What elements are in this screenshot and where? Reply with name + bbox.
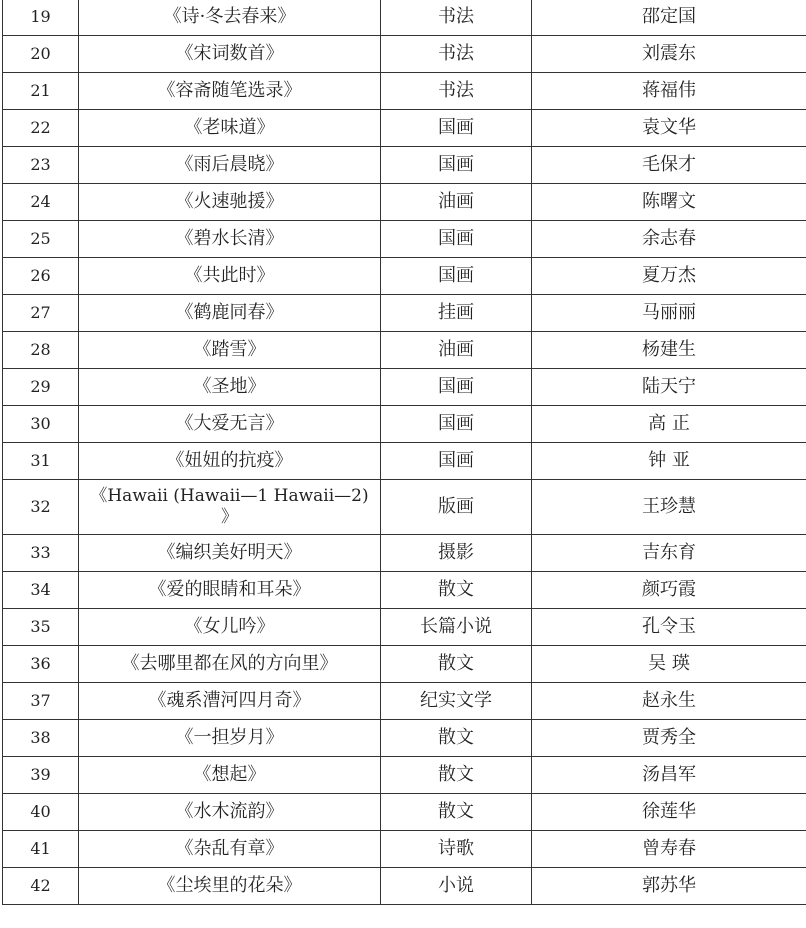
work-type: 国画 (381, 406, 532, 443)
work-type: 散文 (381, 757, 532, 794)
works-table-body (3, 0, 806, 905)
work-author: 贾秀全 (532, 720, 806, 757)
work-title: 《编织美好明天》 (79, 535, 381, 572)
work-type: 摄影 (381, 535, 532, 572)
work-title: 《容斋随笔选录》 (79, 73, 381, 110)
work-title: 《鹤鹿同春》 (79, 295, 381, 332)
table-row (3, 332, 806, 369)
row-number: 24 (3, 184, 79, 221)
table-row (3, 683, 806, 720)
table-row (3, 36, 806, 73)
work-title: 《水木流韵》 (79, 794, 381, 831)
table-row (3, 720, 806, 757)
work-type: 油画 (381, 332, 532, 369)
table-row (3, 572, 806, 609)
work-author: 汤昌军 (532, 757, 806, 794)
work-author: 高 正 (532, 406, 806, 443)
work-author: 曾寿春 (532, 831, 806, 868)
table-row (3, 0, 806, 36)
work-author: 徐莲华 (532, 794, 806, 831)
table-row (3, 258, 806, 295)
work-author: 杨建生 (532, 332, 806, 369)
row-number: 32 (3, 480, 79, 535)
work-type: 版画 (381, 480, 532, 535)
work-author: 袁文华 (532, 110, 806, 147)
work-title: 《去哪里都在风的方向里》 (79, 646, 381, 683)
work-title: 《火速驰援》 (79, 184, 381, 221)
table-row (3, 147, 806, 184)
table-row (3, 535, 806, 572)
work-author: 王珍慧 (532, 480, 806, 535)
work-title: 《尘埃里的花朵》 (79, 868, 381, 905)
work-author: 余志春 (532, 221, 806, 258)
work-type: 国画 (381, 443, 532, 480)
row-number: 36 (3, 646, 79, 683)
table-row (3, 831, 806, 868)
table-row (3, 868, 806, 905)
table-row (3, 406, 806, 443)
work-type: 国画 (381, 147, 532, 184)
work-type: 小说 (381, 868, 532, 905)
row-number: 39 (3, 757, 79, 794)
table-row (3, 369, 806, 406)
work-type: 油画 (381, 184, 532, 221)
row-number: 28 (3, 332, 79, 369)
work-title: 《女儿吟》 (79, 609, 381, 646)
work-type: 挂画 (381, 295, 532, 332)
work-type: 国画 (381, 369, 532, 406)
work-type: 国画 (381, 221, 532, 258)
work-author: 蒋福伟 (532, 73, 806, 110)
row-number: 33 (3, 535, 79, 572)
work-author: 赵永生 (532, 683, 806, 720)
work-author: 陈曙文 (532, 184, 806, 221)
work-type: 书法 (381, 0, 532, 36)
work-type: 散文 (381, 572, 532, 609)
work-title: 《老味道》 (79, 110, 381, 147)
table-row (3, 221, 806, 258)
row-number: 25 (3, 221, 79, 258)
row-number: 23 (3, 147, 79, 184)
table-row (3, 73, 806, 110)
table-row (3, 609, 806, 646)
work-author: 吉东育 (532, 535, 806, 572)
row-number: 38 (3, 720, 79, 757)
work-type: 纪实文学 (381, 683, 532, 720)
work-type: 书法 (381, 36, 532, 73)
work-author: 刘震东 (532, 36, 806, 73)
table-row (3, 794, 806, 831)
work-type: 散文 (381, 794, 532, 831)
row-number: 37 (3, 683, 79, 720)
work-type: 书法 (381, 73, 532, 110)
work-title: 《想起》 (79, 757, 381, 794)
work-type: 散文 (381, 646, 532, 683)
row-number: 42 (3, 868, 79, 905)
work-type: 诗歌 (381, 831, 532, 868)
work-title: 《宋词数首》 (79, 36, 381, 73)
table-row (3, 443, 806, 480)
work-title: 《爱的眼睛和耳朵》 (79, 572, 381, 609)
work-author: 孔令玉 (532, 609, 806, 646)
table-row (3, 646, 806, 683)
work-title: 《圣地》 (79, 369, 381, 406)
work-title: 《一担岁月》 (79, 720, 381, 757)
row-number: 19 (3, 0, 79, 36)
work-author: 陆天宁 (532, 369, 806, 406)
table-row (3, 110, 806, 147)
work-title: 《杂乱有章》 (79, 831, 381, 868)
row-number: 40 (3, 794, 79, 831)
work-author: 夏万杰 (532, 258, 806, 295)
works-table (2, 0, 806, 905)
row-number: 20 (3, 36, 79, 73)
work-title: 《大爱无言》 (79, 406, 381, 443)
table-row (3, 295, 806, 332)
work-type: 散文 (381, 720, 532, 757)
work-author: 颜巧霞 (532, 572, 806, 609)
work-author: 钟 亚 (532, 443, 806, 480)
table-row (3, 757, 806, 794)
table-row (3, 480, 806, 535)
row-number: 26 (3, 258, 79, 295)
work-title: 《碧水长清》 (79, 221, 381, 258)
work-title: 《共此时》 (79, 258, 381, 295)
work-title: 《魂系漕河四月奇》 (79, 683, 381, 720)
work-title: 《妞妞的抗疫》 (79, 443, 381, 480)
row-number: 31 (3, 443, 79, 480)
work-title: 《Hawaii (Hawaii—1 Hawaii—2) 》 (79, 480, 381, 535)
row-number: 30 (3, 406, 79, 443)
work-type: 国画 (381, 110, 532, 147)
row-number: 27 (3, 295, 79, 332)
work-title: 《踏雪》 (79, 332, 381, 369)
work-author: 郭苏华 (532, 868, 806, 905)
work-author: 邵定国 (532, 0, 806, 36)
work-author: 毛保才 (532, 147, 806, 184)
work-type: 长篇小说 (381, 609, 532, 646)
row-number: 21 (3, 73, 79, 110)
row-number: 29 (3, 369, 79, 406)
table-row (3, 184, 806, 221)
work-author: 马丽丽 (532, 295, 806, 332)
work-author: 吴 瑛 (532, 646, 806, 683)
work-type: 国画 (381, 258, 532, 295)
row-number: 34 (3, 572, 79, 609)
row-number: 41 (3, 831, 79, 868)
work-title: 《雨后晨晓》 (79, 147, 381, 184)
row-number: 35 (3, 609, 79, 646)
row-number: 22 (3, 110, 79, 147)
work-title: 《诗·冬去春来》 (79, 0, 381, 36)
